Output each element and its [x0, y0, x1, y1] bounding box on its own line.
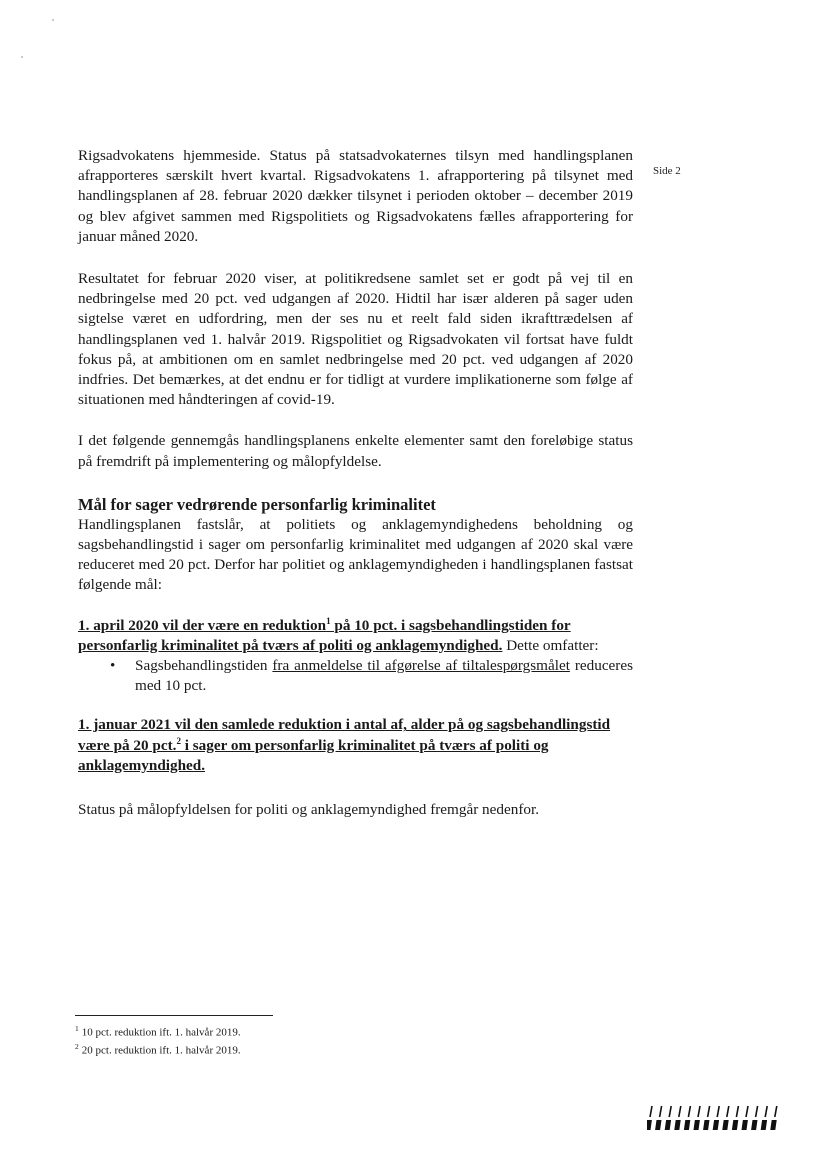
- intro-paragraph: I det følgende gennemgås handlingsplanens enkelte elementer samt den foreløbige status på fremdrift på implementering og målopfyldelse.: [78, 432, 633, 470]
- goal-2-title: 1. januar 2021 vil den samlede reduktion i antal af, alder på og sagsbehandlingstid være på 20 pct.$^2$ i sager om personfarlig kriminalitet på tværs af politi og anklagemyndighed.: [78, 716, 611, 774]
- barcode-bar-bottom: [674, 1120, 680, 1130]
- goal-1-note: Dette omfatter:: [502, 636, 599, 654]
- barcode-bar-bottom: [732, 1120, 738, 1130]
- barcode-bar-bottom: [655, 1120, 661, 1130]
- barcode-bar-top: [736, 1106, 738, 1117]
- barcode-bar-top: [688, 1106, 690, 1117]
- footnote-2: $^2$ 20 pct. reduktion ift. 1. halvår 2019.: [75, 1041, 241, 1057]
- goal-1-title: 1. april 2020 vil der være en reduktion$^1$ på 10 pct. i sagsbehandlingstiden for personfarlig kriminalitet på tværs af politi og anklagemyndighed.: [78, 615, 571, 654]
- barcode-bar-top: [650, 1106, 652, 1117]
- goal-1: [78, 616, 633, 656]
- barcode-bar-top: [756, 1106, 758, 1117]
- barcode-bar-top: [669, 1106, 671, 1117]
- barcode-bar-top: [698, 1106, 700, 1117]
- footnotes: [75, 1022, 241, 1057]
- barcode-bar-bottom: [722, 1120, 728, 1130]
- section-body: Handlingsplanen fastslår, at politiets og anklagemyndighedens beholdning og sagsbehandlingstid i sager om personfarlig kriminalitet med udgangen af 2020 skal være reduceret med 20 pct. Derfor har politiet og anklagemyndigheden i handlingsplanen fastsat følgende mål:: [78, 515, 633, 594]
- barcode-bar-top: [746, 1106, 748, 1117]
- goal-2: [78, 715, 633, 776]
- footnote-1: $^1$ 10 pct. reduktion ift. 1. halvår 2019.: [75, 1024, 241, 1039]
- barcode-bar-bottom: [741, 1120, 747, 1130]
- scan-speck: [52, 19, 54, 21]
- barcode-bar-bottom: [761, 1120, 767, 1130]
- scan-speck: [21, 56, 23, 58]
- barcode-bar-bottom: [684, 1120, 690, 1130]
- section-heading: Mål for sager vedrørende personfarlig kriminalitet: [78, 494, 436, 514]
- barcode-bar-bottom: [713, 1120, 719, 1130]
- footnote-ref-1: 1: [326, 615, 331, 626]
- footnote-divider: [75, 1015, 273, 1016]
- list-item: • Sagsbehandlingstiden fra anmeldelse til afgørelse af tiltalespørgsmålet reduceres med 10 pct.: [110, 657, 634, 695]
- document-body: [78, 146, 633, 820]
- barcode-bar-bottom: [647, 1120, 652, 1130]
- closing-paragraph: Status på målopfyldelsen for politi og anklagemyndighed fremgår nedenfor.: [78, 801, 539, 819]
- goal-1-bullet-list: [78, 656, 633, 696]
- barcode-bar-top: [708, 1106, 710, 1117]
- barcode-bar-bottom: [693, 1120, 699, 1130]
- bullet-icon: •: [110, 657, 116, 675]
- page-number-label: Side 2: [653, 165, 681, 177]
- status-paragraph: Rigsadvokatens hjemmeside. Status på statsadvokaternes tilsyn med handlingsplanen afrapporteres særskilt hvert kvartal. Rigsadvokatens 1. afrapportering på tilsynet med handlingsplanen af 28. februar 2020 dækker tilsynet i perioden oktober – december 2019 og blev afgivet sammen med Rigspolitiets og Rigsadvokatens fælles afrapportering for januar måned 2020.: [78, 147, 633, 245]
- barcode-bar-top: [679, 1106, 681, 1117]
- barcode-bars: [647, 1106, 777, 1130]
- underlined-phrase: fra anmeldelse til afgørelse af tiltalespørgsmålet: [272, 657, 570, 675]
- barcode-bar-bottom: [703, 1120, 709, 1130]
- barcode-bar-top: [717, 1106, 719, 1117]
- barcode-bar-top: [775, 1106, 777, 1117]
- barcode-bar-top: [660, 1106, 662, 1117]
- result-paragraph: Resultatet for februar 2020 viser, at politikredsene samlet set er godt på vej til en nedbringelse med 20 pct. ved udgangen af 2020. Hidtil har især alderen på sager uden sigtelse været en udfordring, men der ses nu et reelt fald siden ikrafttrædelsen af handlingsplanen ved 1. halvår 2019. Rigspolitiet og Rigsadvokaten vil fortsat have fuldt fokus på, at ambitionen om en samlet nedbringelse med 20 pct. ved udgangen af 2020 indfries. Det bemærkes, at det endnu er for tidligt at vurdere implikationerne som følge af situationen med håndteringen af covid-19.: [78, 270, 633, 409]
- barcode-bar-bottom: [770, 1120, 776, 1130]
- barcode-bar-top: [727, 1106, 729, 1117]
- barcode-bar-top: [765, 1106, 767, 1117]
- barcode: [647, 1105, 783, 1131]
- footnote-ref-2: 2: [176, 735, 181, 746]
- barcode-bar-bottom: [665, 1120, 671, 1130]
- barcode-bar-bottom: [751, 1120, 757, 1130]
